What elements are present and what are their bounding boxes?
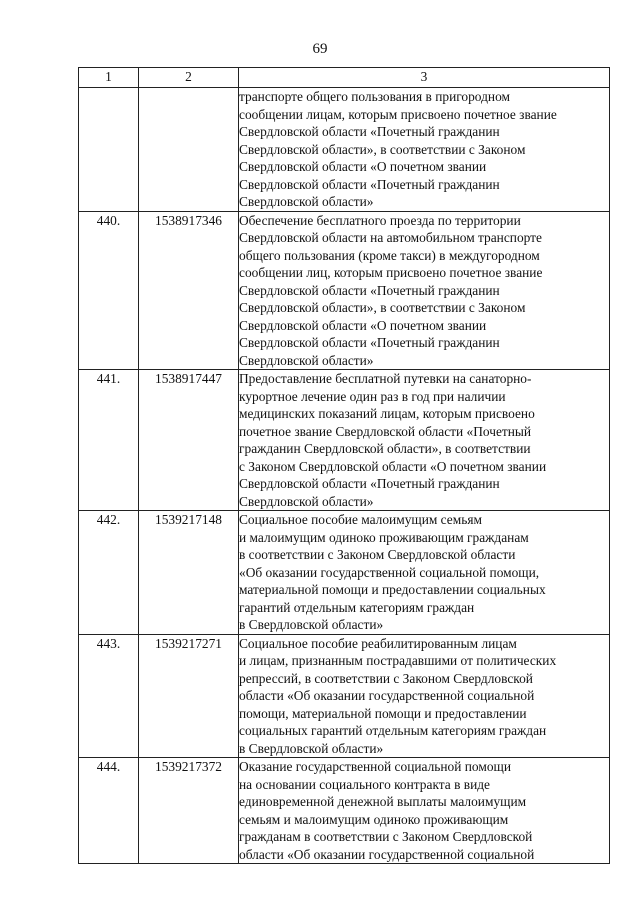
row-description <box>239 88 610 212</box>
row-code: 1538917447 <box>139 370 239 511</box>
description-line: в Свердловской области» <box>239 740 384 756</box>
row-code <box>139 88 239 212</box>
description-line: транспорте общего пользования в пригородном <box>239 89 511 104</box>
table-row <box>79 211 610 370</box>
description-line: Свердловской области» <box>239 194 374 209</box>
description-line: Свердловской области», в соответствии с Законом <box>239 141 526 157</box>
column-header-3: 3 <box>239 68 610 88</box>
table-header-row <box>79 68 610 88</box>
description-line: Свердловской области на автомобильном транспорте <box>239 230 542 245</box>
description-line: области «Об оказании государственной социальной <box>239 688 535 703</box>
row-description <box>239 634 610 758</box>
description-line: единовременной денежной выплаты малоимущим <box>239 794 527 809</box>
table-row <box>79 88 610 212</box>
description-line: в соответствии с Законом Свердловской области <box>239 547 516 562</box>
description-line: с Законом Свердловской области «О почетном звании <box>239 458 547 474</box>
description-line: репрессий, в соответствии с Законом Свердловской <box>239 670 533 686</box>
description-line: гарантий отдельным категориям граждан <box>239 599 475 615</box>
description-line: Свердловской области «Почетный гражданин <box>239 282 500 298</box>
description-line: и лицам, признанным пострадавшими от политических <box>239 653 557 668</box>
description-line: Свердловской области «Почетный гражданин <box>239 476 500 491</box>
table-row <box>79 634 610 758</box>
row-number: 444. <box>79 758 139 864</box>
description-line: гражданин Свердловской области», в соответствии <box>239 441 531 456</box>
table-row <box>79 758 610 864</box>
description-line: области «Об оказании государственной социальной <box>239 846 535 862</box>
description-line: социальных гарантий отдельным категориям граждан <box>239 723 547 738</box>
description-line: медицинских показаний лицам, которым присвоено <box>239 406 535 421</box>
description-line: Обеспечение бесплатного проезда по территории <box>239 212 521 228</box>
description-line: Свердловской области «О почетном звании <box>239 159 487 174</box>
description-line: Свердловской области «О почетном звании <box>239 317 487 333</box>
registry-table <box>78 67 610 864</box>
row-code: 1539217271 <box>139 634 239 758</box>
row-number: 442. <box>79 511 139 635</box>
row-description <box>239 511 610 635</box>
description-line: Свердловской области «Почетный гражданин <box>239 124 500 139</box>
description-line: семьям и малоимущим одиноко проживающим <box>239 811 509 827</box>
page-number: 69 <box>312 41 328 57</box>
row-code: 1539217148 <box>139 511 239 635</box>
description-line: Оказание государственной социальной помощи <box>239 759 512 774</box>
description-line: в Свердловской области» <box>239 617 384 632</box>
description-line: Социальное пособие реабилитированным лицам <box>239 635 517 651</box>
table-row <box>79 511 610 635</box>
column-header-1: 1 <box>79 68 139 88</box>
row-number: 443. <box>79 634 139 758</box>
row-number: 441. <box>79 370 139 511</box>
description-line: помощи, материальной помощи и предоставлении <box>239 705 527 721</box>
row-number: 440. <box>79 211 139 370</box>
description-line: Свердловской области» <box>239 493 374 509</box>
description-line: Свердловской области» <box>239 352 374 368</box>
description-line: Свердловской области «Почетный гражданин <box>239 176 500 192</box>
row-code: 1538917346 <box>139 211 239 370</box>
column-header-2: 2 <box>139 68 239 88</box>
row-description <box>239 211 610 370</box>
description-line: на основании социального контракта в виде <box>239 776 491 792</box>
description-line: материальной помощи и предоставлении социальных <box>239 582 546 597</box>
description-line: Социальное пособие малоимущим семьям <box>239 512 482 527</box>
row-description <box>239 370 610 511</box>
description-line: курортное лечение один раз в год при наличии <box>239 388 506 404</box>
table-row <box>79 370 610 511</box>
description-line: и малоимущим одиноко проживающим гражданам <box>239 529 529 545</box>
row-number <box>79 88 139 212</box>
description-line: гражданам в соответствии с Законом Свердловской <box>239 829 533 844</box>
description-line: сообщении лиц, которым присвоено почетное звание <box>239 265 543 280</box>
description-line: Свердловской области», в соответствии с Законом <box>239 300 526 315</box>
description-line: почетное звание Свердловской области «Почетный <box>239 423 532 439</box>
description-line: Свердловской области «Почетный гражданин <box>239 335 500 350</box>
row-description <box>239 758 610 864</box>
description-line: Предоставление бесплатной путевки на санаторно- <box>239 371 532 386</box>
row-code: 1539217372 <box>139 758 239 864</box>
description-line: «Об оказании государственной социальной помощи, <box>239 564 540 580</box>
table-body <box>79 88 610 864</box>
description-line: общего пользования (кроме такси) в междугородном <box>239 247 540 263</box>
description-line: сообщении лицам, которым присвоено почетное звание <box>239 106 557 122</box>
